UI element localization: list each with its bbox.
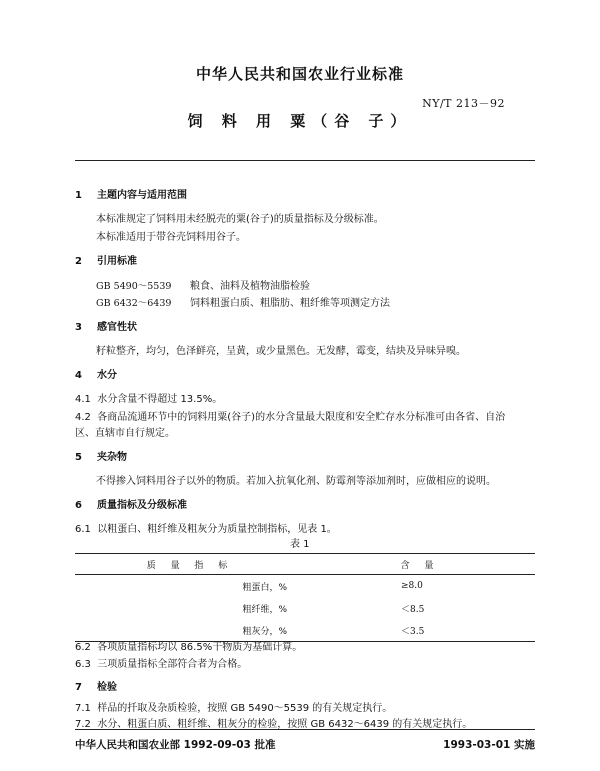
section-title: 水分 bbox=[97, 370, 117, 381]
clause-text: 水分含量不得超过 13.5%。 bbox=[97, 394, 223, 405]
standard-code: NY/T 213－92 bbox=[422, 97, 505, 110]
section-2-heading bbox=[75, 252, 137, 267]
clause-text: 水分、粗蛋白质、粗纤维、粗灰分的检验，按照 GB 6432～6439 的有关规定执行。 bbox=[97, 719, 473, 730]
section-title: 引用标准 bbox=[97, 256, 137, 267]
clause-number: 7.1 bbox=[75, 703, 91, 714]
clause-6-3 bbox=[75, 655, 247, 670]
section-1-heading bbox=[75, 186, 187, 201]
clause-number: 6.3 bbox=[75, 659, 91, 670]
table-row bbox=[75, 575, 535, 598]
reference-item bbox=[96, 294, 390, 309]
reference-code: GB 5490～5539 bbox=[96, 281, 172, 292]
approval-statement: 中华人民共和国农业部 1992-09-03 批准 bbox=[75, 739, 276, 751]
section-5-paragraph: 不得掺入饲料用谷子以外的物质。若加入抗氧化剂、防霉剂等添加剂时，应做相应的说明。 bbox=[96, 476, 496, 487]
section-6-heading bbox=[75, 496, 187, 511]
table-cell-value: ≥8.0 bbox=[401, 581, 423, 591]
section-title: 夹杂物 bbox=[97, 452, 127, 463]
section-title: 检验 bbox=[97, 682, 117, 693]
bottom-rule bbox=[75, 729, 535, 730]
table-cell-index: 粗蛋白，% bbox=[242, 582, 287, 593]
table-cell-index: 粗纤维，% bbox=[242, 604, 287, 615]
section-number: 6 bbox=[75, 500, 82, 511]
quality-index-table bbox=[75, 553, 535, 642]
clause-number: 4.1 bbox=[75, 394, 91, 405]
clause-6-1 bbox=[75, 520, 337, 535]
table-header-row bbox=[75, 554, 535, 575]
clause-4-1 bbox=[75, 390, 222, 405]
clause-7-2 bbox=[75, 715, 472, 730]
top-rule bbox=[75, 160, 535, 161]
section-7-heading bbox=[75, 678, 117, 693]
section-title: 主题内容与适用范围 bbox=[97, 190, 187, 201]
clause-number: 4.2 bbox=[75, 412, 91, 423]
section-number: 5 bbox=[75, 452, 82, 463]
section-1-paragraph-2: 本标准适用于带谷壳饲料用谷子。 bbox=[96, 232, 246, 243]
clause-text: 三项质量指标全部符合者为合格。 bbox=[97, 659, 248, 670]
clause-number: 7.2 bbox=[75, 719, 91, 730]
section-number: 7 bbox=[75, 682, 82, 693]
reference-name: 粮食、油料及植物油脂检验 bbox=[190, 281, 310, 292]
clause-4-2-continuation: 区、直辖市自行规定。 bbox=[75, 428, 175, 439]
section-1-paragraph-1: 本标准规定了饲料用未经脱壳的粟(谷子)的质量指标及分级标准。 bbox=[96, 214, 384, 225]
clause-text: 各商品流通环节中的饲料用粟(谷子)的水分含量最大限度和安全贮存水分标准可由各省、自治 bbox=[97, 412, 506, 423]
section-3-heading bbox=[75, 318, 137, 333]
reference-code: GB 6432～6439 bbox=[96, 298, 172, 309]
clause-4-2 bbox=[75, 408, 505, 423]
clause-text: 各项质量指标均以 86.5%干物质为基础计算。 bbox=[97, 642, 303, 653]
reference-item bbox=[96, 277, 310, 292]
section-number: 4 bbox=[75, 370, 82, 381]
effective-date: 1993-03-01 实施 bbox=[443, 739, 535, 751]
section-number: 1 bbox=[75, 190, 82, 201]
section-3-paragraph: 籽粒整齐，均匀，色泽鲜亮，呈黄，或少量黑色。无发酵，霉变，结块及异味异嗅。 bbox=[96, 346, 466, 357]
clause-number: 6.1 bbox=[75, 524, 91, 535]
table-cell-value: ＜8.5 bbox=[401, 604, 425, 615]
clause-7-1 bbox=[75, 699, 392, 714]
section-number: 2 bbox=[75, 256, 82, 267]
table-cell-index: 粗灰分，% bbox=[75, 619, 305, 642]
table-header-index: 质 量 指 标 bbox=[75, 554, 305, 575]
section-5-heading bbox=[75, 448, 127, 463]
section-4-heading bbox=[75, 366, 117, 381]
table-header-content: 含 量 bbox=[305, 554, 535, 575]
section-title: 感官性状 bbox=[97, 322, 137, 333]
clause-number: 6.2 bbox=[75, 642, 91, 653]
section-number: 3 bbox=[75, 322, 82, 333]
table-caption: 表 1 bbox=[290, 539, 310, 550]
reference-name: 饲料粗蛋白质、粗脂肪、粗纤维等项测定方法 bbox=[190, 298, 390, 309]
document-title: 饲 料 用 粟（谷 子） bbox=[187, 112, 413, 130]
section-title: 质量指标及分级标准 bbox=[97, 500, 187, 511]
table-cell-value: ＜3.5 bbox=[305, 619, 535, 642]
clause-text: 以粗蛋白、粗纤维及粗灰分为质量控制指标，见表 1。 bbox=[97, 524, 337, 535]
clause-text: 样品的扦取及杂质检验，按照 GB 5490～5539 的有关规定执行。 bbox=[97, 703, 393, 714]
table-row bbox=[75, 597, 535, 619]
issuing-organization: 中华人民共和国农业行业标准 bbox=[195, 65, 404, 83]
clause-6-2 bbox=[75, 638, 302, 653]
